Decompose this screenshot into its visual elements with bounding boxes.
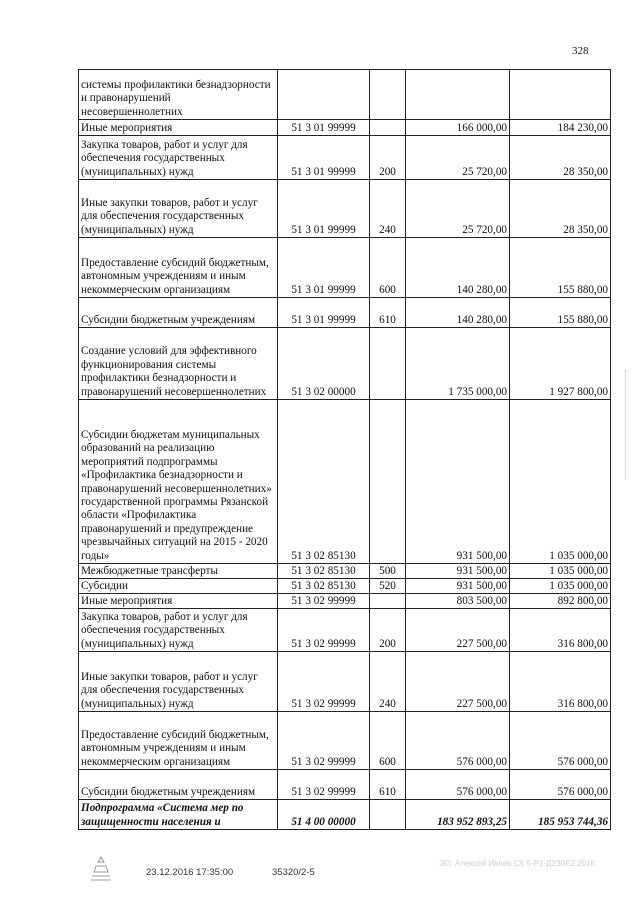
cell-vr: 500: [370, 564, 406, 579]
cell-y2: 1 927 800,00: [510, 328, 611, 400]
cell-vr: [370, 120, 406, 136]
page-number: 328: [572, 45, 589, 57]
cell-y2: [510, 70, 611, 120]
cell-vr: 600: [370, 712, 406, 770]
cell-name: Субсидии бюджетным учреждениям: [79, 298, 278, 328]
cell-name: Субсидии бюджетам муниципальных образований на реализацию мероприятий подпрограммы «Профилактика безнадзорности и правонарушений несовершеннолетних» государственной программы Рязанской области «Профилактика правонарушений и предупреждение чрезвычайных ситуаций на 2015 - 2020 годы»: [79, 400, 278, 564]
table-row: [79, 120, 611, 136]
cell-y2: 1 035 000,00: [510, 564, 611, 579]
cell-y1: 1 735 000,00: [406, 328, 510, 400]
budget-table: [78, 69, 611, 830]
table-row: [79, 328, 611, 400]
cell-name: Иные мероприятия: [79, 594, 278, 609]
cell-name: Подпрограмма «Система мер по защищенности населения и: [79, 800, 278, 830]
cell-code: 51 3 02 99999: [278, 609, 370, 652]
cell-code: 51 3 01 99999: [278, 136, 370, 180]
cell-name: Иные мероприятия: [79, 120, 278, 136]
table-row: [79, 800, 611, 830]
cell-vr: [370, 400, 406, 564]
cell-y1: 25 720,00: [406, 180, 510, 238]
table-row: [79, 652, 611, 712]
cell-code: [278, 70, 370, 120]
footer-document-number: 35320/2-5: [272, 867, 315, 878]
table-row: [79, 136, 611, 180]
cell-y2: 892 800,00: [510, 594, 611, 609]
cell-vr: [370, 328, 406, 400]
cell-vr: 600: [370, 238, 406, 298]
cell-code: 51 3 02 00000: [278, 328, 370, 400]
cell-y2: 185 953 744,36: [510, 800, 611, 830]
cell-vr: 200: [370, 136, 406, 180]
cell-code: 51 3 02 99999: [278, 594, 370, 609]
cell-name: Субсидии бюджетным учреждениям: [79, 770, 278, 800]
cell-y2: 28 350,00: [510, 180, 611, 238]
cell-code: 51 3 01 99999: [278, 180, 370, 238]
cell-vr: 520: [370, 579, 406, 594]
cell-vr: 610: [370, 770, 406, 800]
cell-vr: 240: [370, 180, 406, 238]
cell-y2: 1 035 000,00: [510, 579, 611, 594]
cell-y2: 1 035 000,00: [510, 400, 611, 564]
cell-y2: 316 800,00: [510, 609, 611, 652]
cell-y1: 576 000,00: [406, 712, 510, 770]
cell-name: Предоставление субсидий бюджетным, автономным учреждениям и иным некоммерческим организациям: [79, 712, 278, 770]
cell-code: 51 3 02 99999: [278, 770, 370, 800]
table-row: [79, 70, 611, 120]
cell-y1: 931 500,00: [406, 400, 510, 564]
cell-y1: 140 280,00: [406, 298, 510, 328]
signature-watermark: ЭП: Алексей Ивлев СХ 5-Р1-Д2З0Е2 2016: [439, 859, 595, 868]
table-row: [79, 579, 611, 594]
cell-y1: 166 000,00: [406, 120, 510, 136]
cell-name: Закупка товаров, работ и услуг для обеспечения государственных (муниципальных) нужд: [79, 609, 278, 652]
cell-vr: 610: [370, 298, 406, 328]
cell-y1: 25 720,00: [406, 136, 510, 180]
table-row: [79, 180, 611, 238]
cell-vr: [370, 594, 406, 609]
cell-y2: 184 230,00: [510, 120, 611, 136]
cell-y1: 227 500,00: [406, 609, 510, 652]
cell-y2: 576 000,00: [510, 770, 611, 800]
cell-y2: 155 880,00: [510, 238, 611, 298]
cell-y1: 227 500,00: [406, 652, 510, 712]
stamp-icon: [86, 854, 116, 884]
cell-vr: 240: [370, 652, 406, 712]
cell-code: 51 3 02 99999: [278, 712, 370, 770]
table-row: [79, 298, 611, 328]
table-row: [79, 564, 611, 579]
cell-y1: [406, 70, 510, 120]
cell-name: Предоставление субсидий бюджетным, автономным учреждениям и иным некоммерческим организациям: [79, 238, 278, 298]
cell-code: 51 3 02 85130: [278, 564, 370, 579]
cell-name: Создание условий для эффективного функционирования системы профилактики безнадзорности и правонарушений несовершеннолетних: [79, 328, 278, 400]
cell-vr: 200: [370, 609, 406, 652]
cell-name: системы профилактики безнадзорности и правонарушений несовершеннолетних: [79, 70, 278, 120]
cell-code: 51 3 01 99999: [278, 120, 370, 136]
cell-name: Иные закупки товаров, работ и услуг для обеспечения государственных (муниципальных) нужд: [79, 180, 278, 238]
cell-y1: 183 952 893,25: [406, 800, 510, 830]
table-row: [79, 594, 611, 609]
cell-name: Межбюджетные трансферты: [79, 564, 278, 579]
cell-y1: 576 000,00: [406, 770, 510, 800]
cell-y2: 155 880,00: [510, 298, 611, 328]
budget-table-body: [79, 70, 611, 830]
cell-name: Закупка товаров, работ и услуг для обеспечения государственных (муниципальных) нужд: [79, 136, 278, 180]
cell-y2: 576 000,00: [510, 712, 611, 770]
table-row: [79, 609, 611, 652]
table-row: [79, 238, 611, 298]
cell-y2: 316 800,00: [510, 652, 611, 712]
cell-y2: 28 350,00: [510, 136, 611, 180]
cell-code: 51 3 02 85130: [278, 400, 370, 564]
cell-name: Субсидии: [79, 579, 278, 594]
margin-mark: [625, 370, 627, 480]
table-row: [79, 400, 611, 564]
table-row: [79, 712, 611, 770]
cell-code: 51 3 01 99999: [278, 298, 370, 328]
cell-y1: 931 500,00: [406, 579, 510, 594]
cell-code: 51 4 00 00000: [278, 800, 370, 830]
table-row: [79, 770, 611, 800]
cell-y1: 931 500,00: [406, 564, 510, 579]
cell-vr: [370, 70, 406, 120]
cell-y1: 140 280,00: [406, 238, 510, 298]
cell-y1: 803 500,00: [406, 594, 510, 609]
footer-date: 23.12.2016 17:35:00: [146, 867, 234, 878]
cell-code: 51 3 02 99999: [278, 652, 370, 712]
cell-code: 51 3 01 99999: [278, 238, 370, 298]
cell-name: Иные закупки товаров, работ и услуг для обеспечения государственных (муниципальных) нужд: [79, 652, 278, 712]
cell-code: 51 3 02 85130: [278, 579, 370, 594]
cell-vr: [370, 800, 406, 830]
